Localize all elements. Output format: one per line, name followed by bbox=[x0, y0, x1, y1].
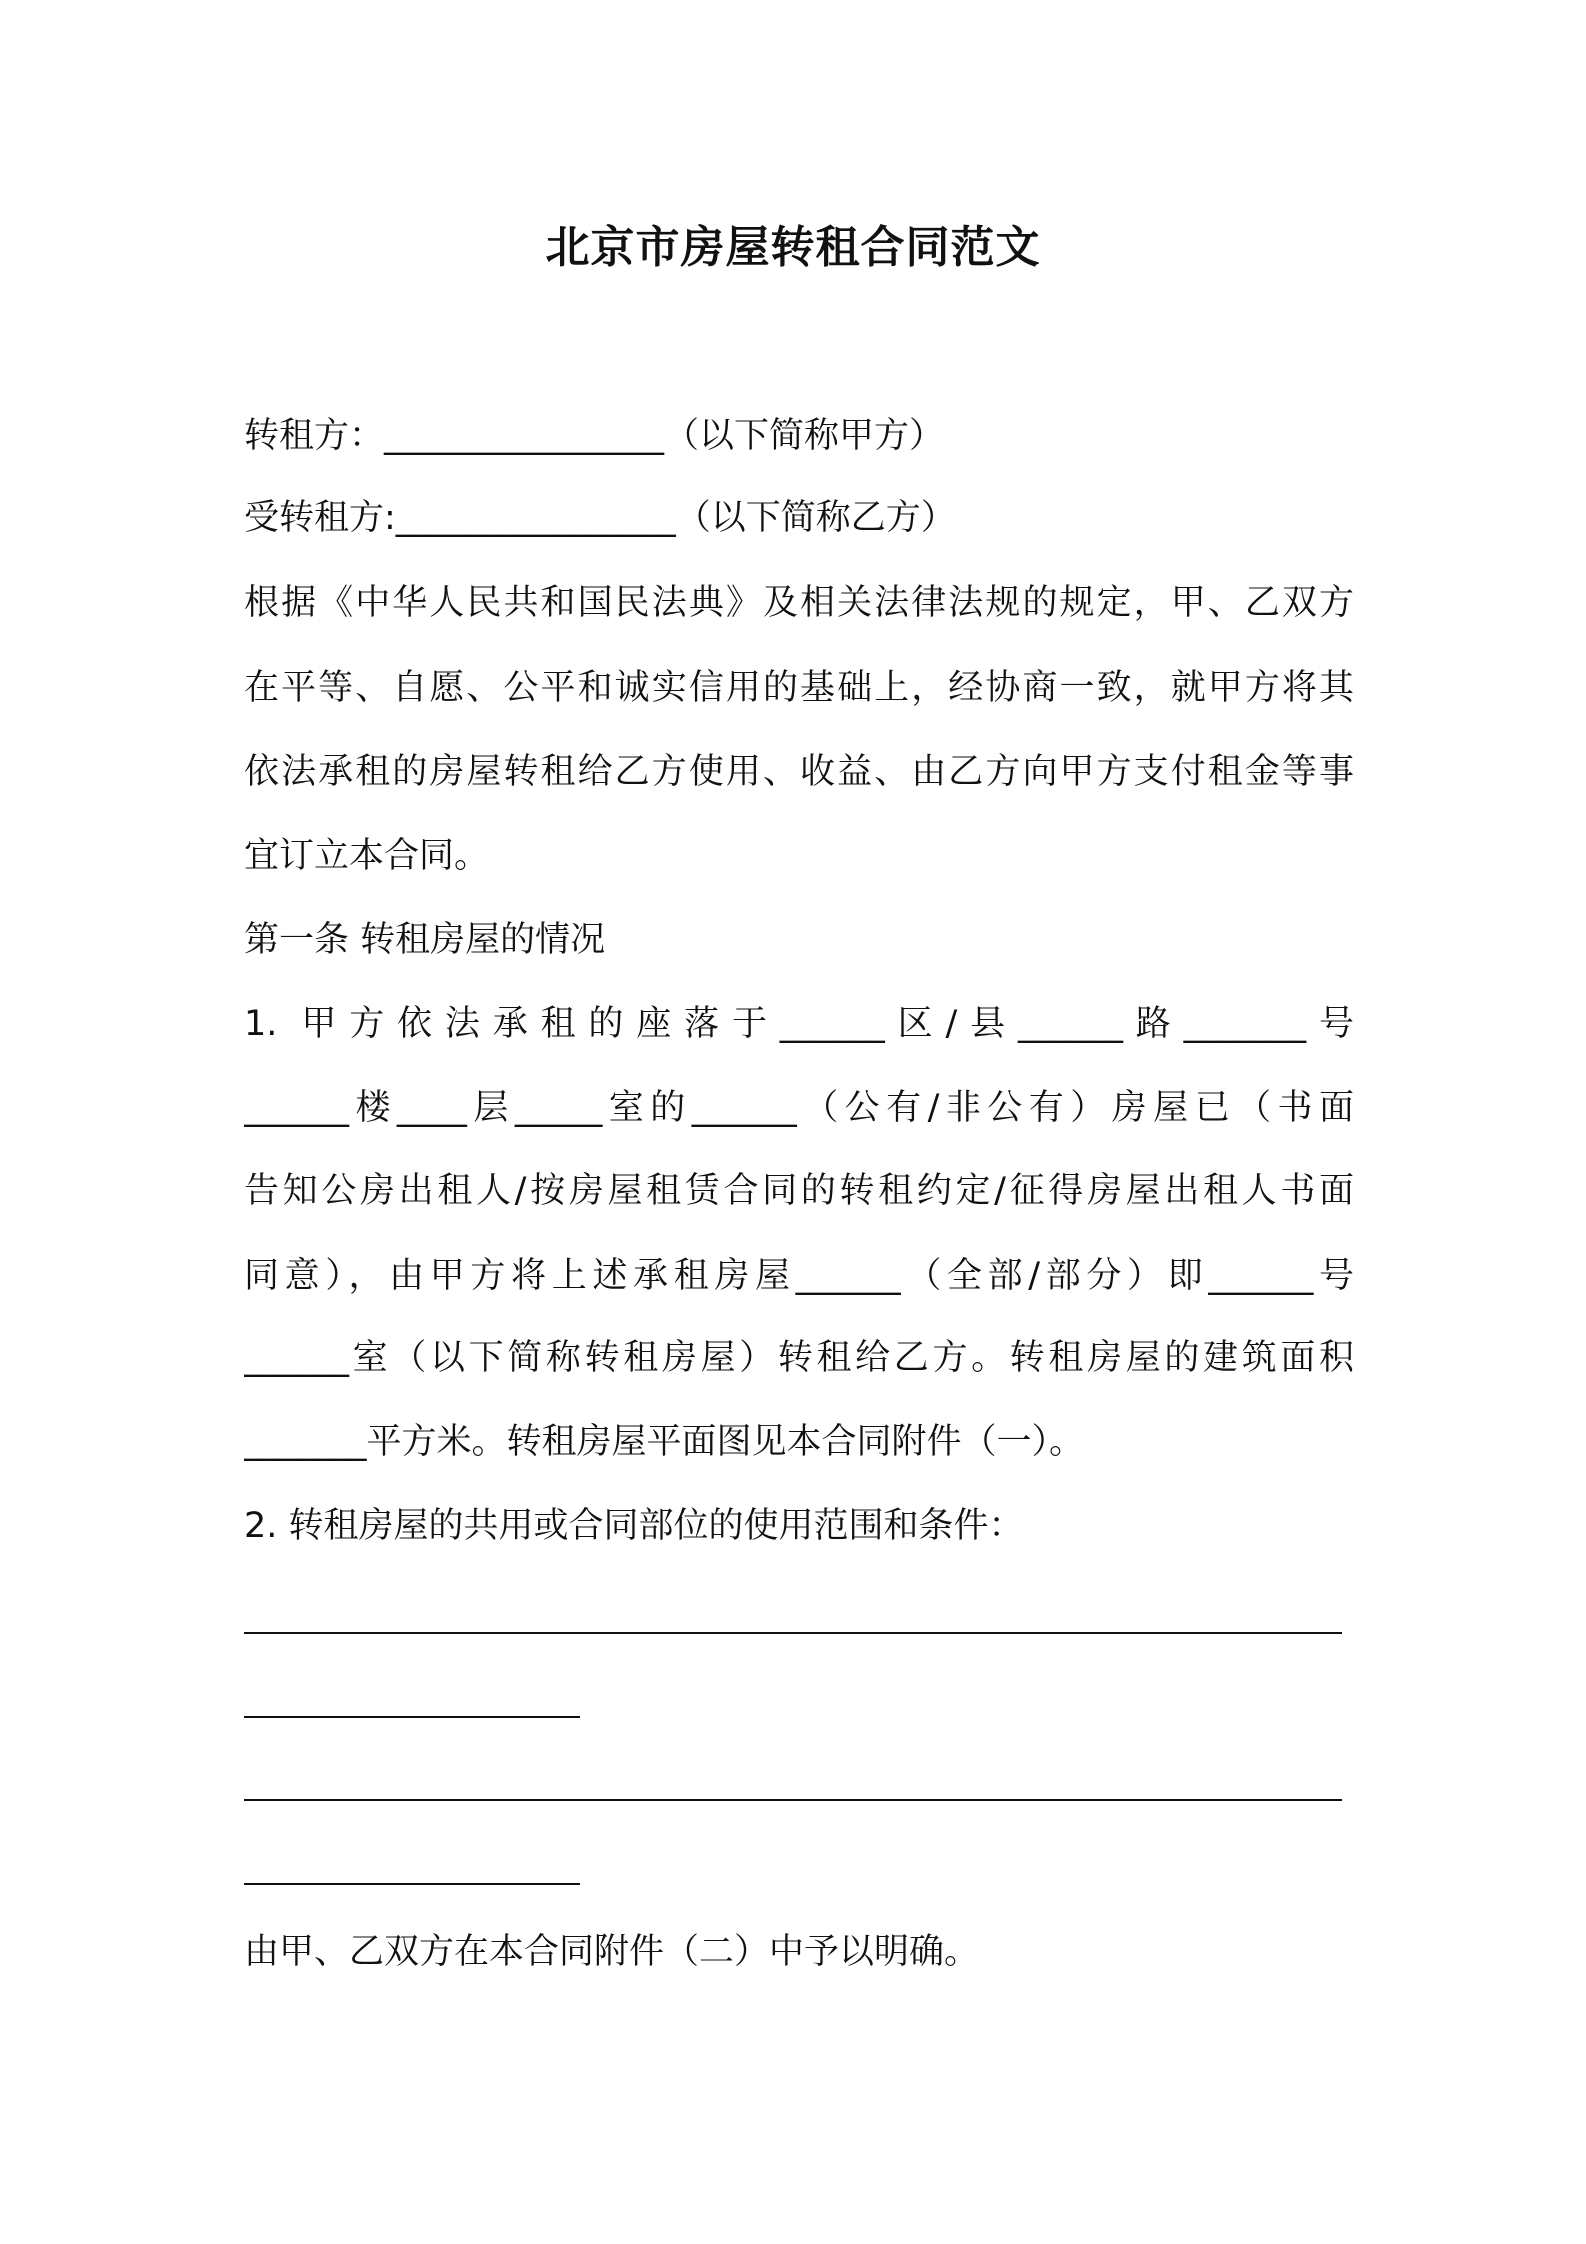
clause-1-line-6: _______平方米。转租房屋平面图见本合同附件（一）。 bbox=[244, 1422, 1085, 1462]
blank-rule-long-1 bbox=[244, 1632, 1342, 1634]
clause-1-line-3: 告知公房出租人/按房屋租赁合同的转租约定/征得房屋出租人书面 bbox=[244, 1171, 1354, 1211]
clause-1-line-2: ______楼____层_____室的______（公有/非公有）房屋已（书面 bbox=[244, 1088, 1354, 1128]
preamble-line-1: 根据《中华人民共和国民法典》及相关法律法规的规定，甲、乙双方 bbox=[244, 583, 1354, 623]
preamble-line-2: 在平等、自愿、公平和诚实信用的基础上，经协商一致，就甲方将其 bbox=[244, 668, 1354, 708]
blank-rule-short-1 bbox=[244, 1716, 580, 1718]
sublessee-line: 受转租方:________________（以下简称乙方） bbox=[244, 498, 956, 538]
blank-rule-long-2 bbox=[244, 1799, 1342, 1801]
clause-1-line-4: 同意），由甲方将上述承租房屋______（全部/部分）即______号 bbox=[244, 1256, 1354, 1296]
clause-1-line-5: ______室（以下简称转租房屋）转租给乙方。转租房屋的建筑面积 bbox=[244, 1338, 1354, 1378]
clause-2-line: 2. 转租房屋的共用或合同部位的使用范围和条件： bbox=[244, 1506, 1024, 1546]
preamble-line-3: 依法承租的房屋转租给乙方使用、收益、由乙方向甲方支付租金等事 bbox=[244, 752, 1354, 792]
article-1-heading: 第一条 转租房屋的情况 bbox=[244, 920, 606, 960]
blank-rule-short-2 bbox=[244, 1883, 580, 1885]
sublessor-line: 转租方：________________（以下简称甲方） bbox=[244, 416, 945, 456]
closing-line: 由甲、乙双方在本合同附件（二）中予以明确。 bbox=[244, 1932, 980, 1972]
clause-1-line-1: 1. 甲方依法承租的座落于______区/县______路_______号 bbox=[244, 1004, 1354, 1044]
preamble-line-4: 宜订立本合同。 bbox=[244, 836, 490, 876]
document-title: 北京市房屋转租合同范文 bbox=[545, 222, 1041, 273]
